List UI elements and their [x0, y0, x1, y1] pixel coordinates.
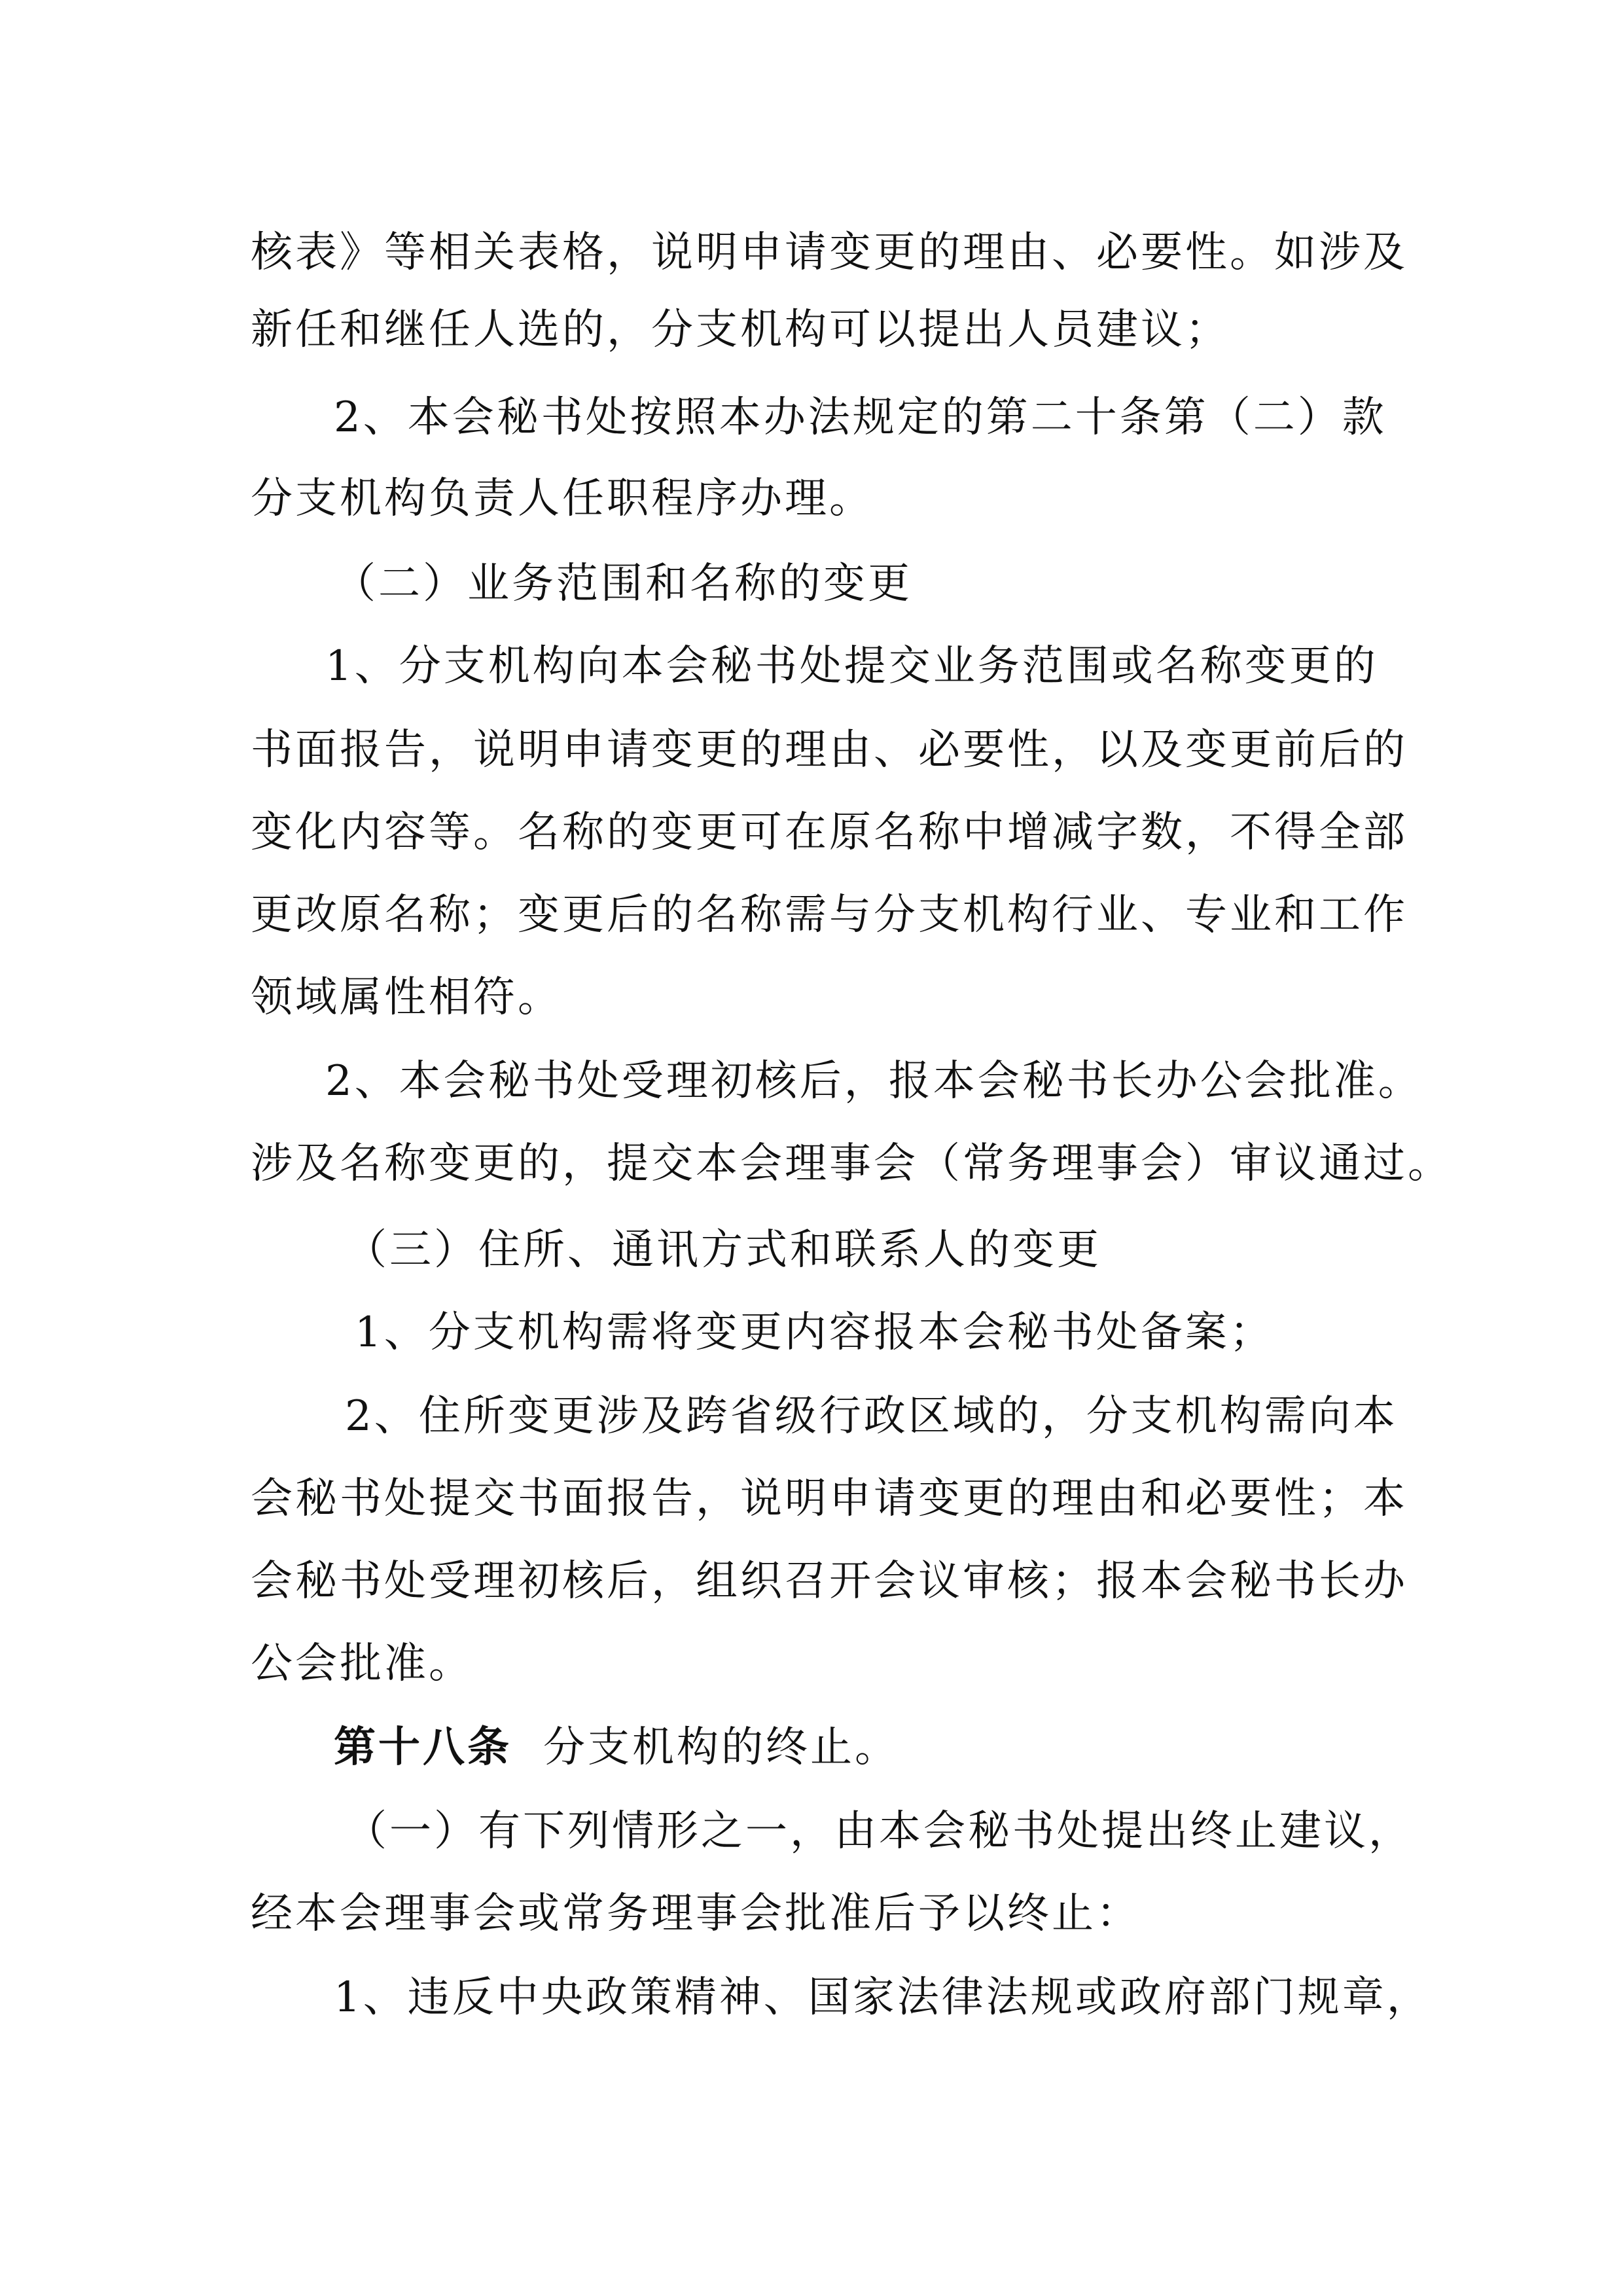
- text-line: 新任和继任人选的，分支机构可以提出人员建议；: [251, 306, 1230, 354]
- text-line: 会秘书处提交书面报告，说明申请变更的理由和必要性；本: [251, 1475, 1408, 1523]
- section-heading: （三）住所、通讯方式和联系人的变更: [345, 1226, 1101, 1274]
- text-line: 2、本会秘书处按照本办法规定的第二十条第（二）款: [334, 393, 1387, 442]
- text-line: 领域属性相符。: [251, 973, 562, 1022]
- section-heading: （二）业务范围和名称的变更: [334, 560, 912, 608]
- text-line: 1、分支机构向本会秘书处提交业务范围或名称变更的: [325, 642, 1378, 691]
- text-line: 涉及名称变更的，提交本会理事会（常务理事会）审议通过。: [251, 1139, 1452, 1188]
- text-line: 书面报告，说明申请变更的理由、必要性，以及变更前后的: [251, 726, 1408, 774]
- text-line: 变化内容等。名称的变更可在原名称中增减字数，不得全部: [251, 808, 1408, 857]
- text-line: 分支机构负责人任职程序办理。: [251, 475, 874, 523]
- text-line: 会秘书处受理初核后，组织召开会议审核；报本会秘书长办: [251, 1557, 1408, 1605]
- text-line: 2、住所变更涉及跨省级行政区域的，分支机构需向本: [345, 1392, 1398, 1441]
- article-title: 分支机构的终止。: [543, 1723, 899, 1772]
- text-line: 公会批准。: [251, 1640, 473, 1688]
- text-line: 更改原名称；变更后的名称需与分支机构行业、专业和工作: [251, 891, 1408, 939]
- text-line: 核表》等相关表格，说明申请变更的理由、必要性。如涉及: [251, 228, 1408, 277]
- text-line: （一）有下列情形之一，由本会秘书处提出终止建议，: [345, 1807, 1413, 1856]
- text-line: 1、违反中央政策精神、国家法律法规或政府部门规章，: [334, 1973, 1431, 2022]
- text-line: 经本会理事会或常务理事会批准后予以终止：: [251, 1890, 1141, 1938]
- text-line: 2、本会秘书处受理初核后，报本会秘书长办公会批准。: [325, 1057, 1423, 1105]
- article-number: 第十八条: [334, 1723, 512, 1772]
- text-line: 1、分支机构需将变更内容报本会秘书处备案；: [355, 1308, 1274, 1357]
